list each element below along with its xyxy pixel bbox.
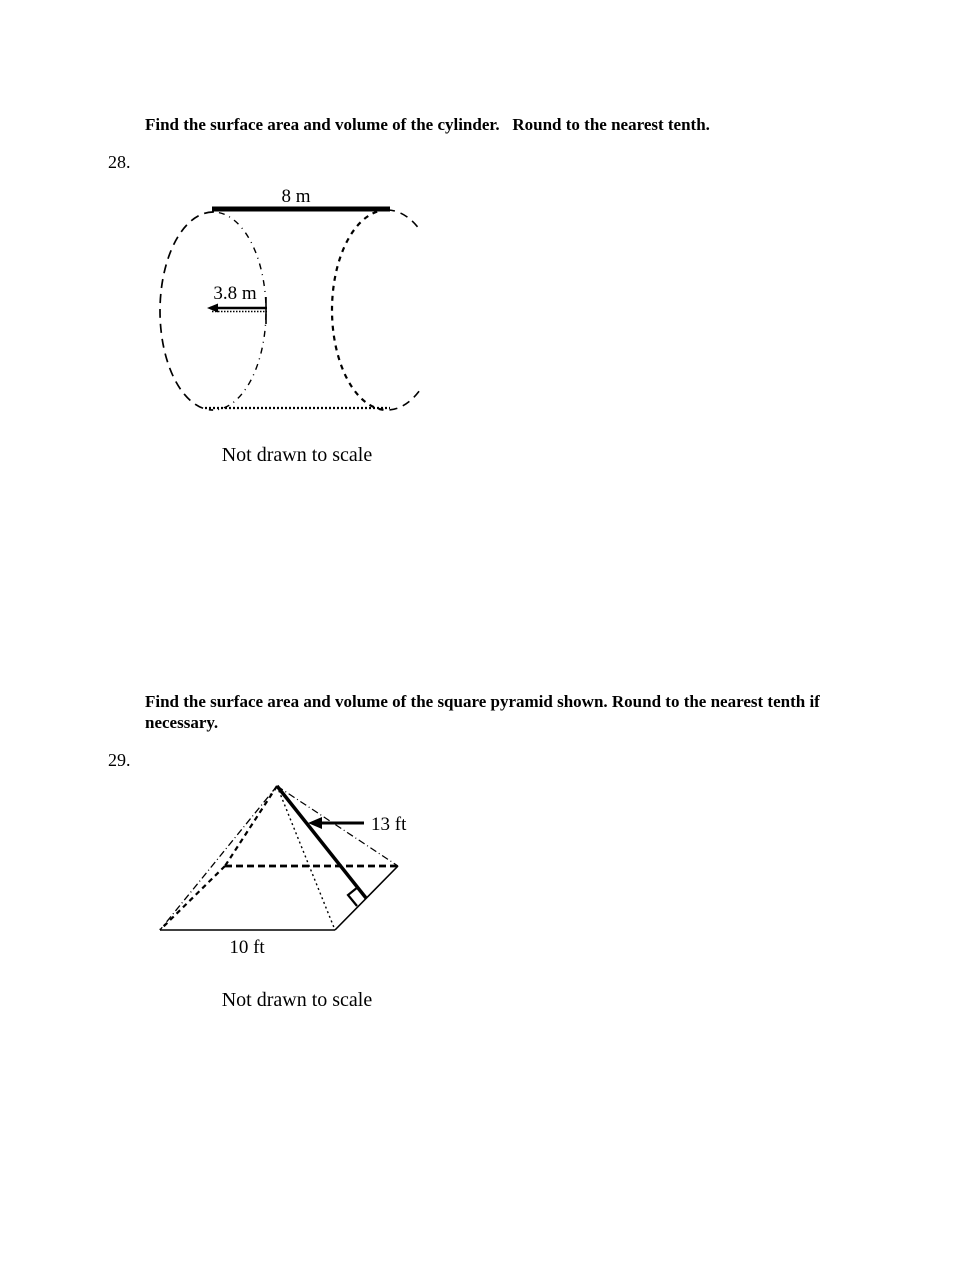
cylinder-figure (150, 180, 420, 475)
pyramid-front-right-edge (277, 786, 335, 930)
right-angle-mark-icon (348, 887, 358, 906)
cylinder-right-cap-outer-arc (387, 210, 420, 410)
pyramid-figure (140, 770, 430, 1020)
cylinder-length-label: 8 m (281, 186, 311, 207)
pyramid-left-base-edge (160, 866, 225, 930)
pyramid-right-base-edge (335, 866, 398, 930)
pyramid-figure-caption: Not drawn to scale (221, 989, 373, 1011)
pyramid-slant-height-line (277, 786, 366, 898)
cylinder-figure-caption: Not drawn to scale (221, 444, 373, 466)
cylinder-left-cap-outer-arc (160, 212, 213, 410)
pyramid-back-left-edge (225, 786, 277, 866)
pyramid-slant-height-label: 13 ft (371, 814, 407, 835)
cylinder-radius-label: 3.8 m (213, 283, 257, 304)
pyramid-left-slant-edge (160, 786, 277, 930)
cylinder-right-cap-near-arc (332, 210, 387, 410)
pyramid-base-label: 10 ft (229, 937, 265, 958)
problem-28-number: 28. (108, 152, 131, 172)
problem-29-number: 29. (108, 750, 131, 770)
problem-28-prompt: Find the surface area and volume of the cylinder. Round to the nearest tenth. (145, 115, 710, 134)
problem-29-prompt: Find the surface area and volume of the square pyramid shown. Round to the nearest tenth if necessary. (145, 692, 825, 732)
